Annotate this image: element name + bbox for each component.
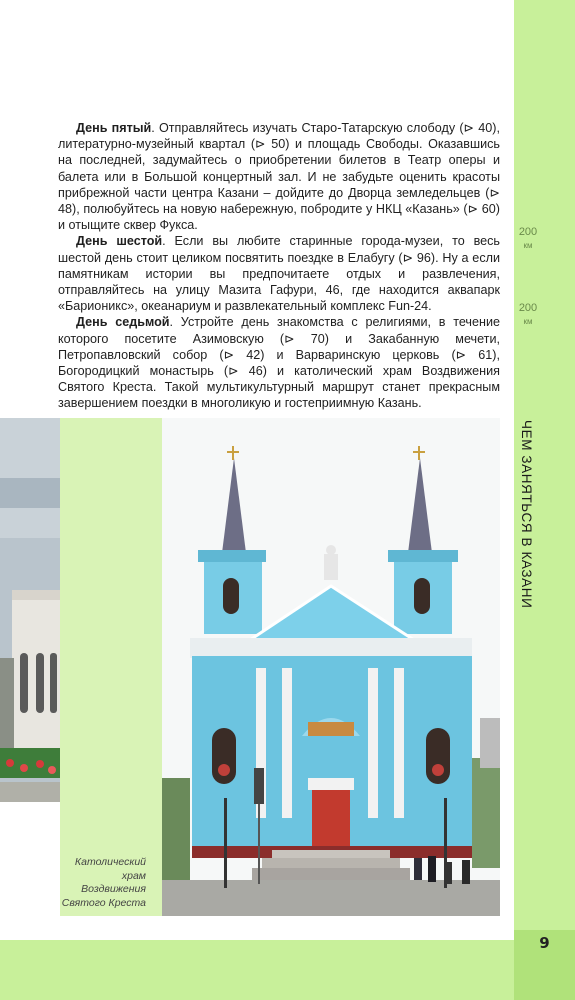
caption-line: Святого Креста — [61, 896, 146, 909]
distance-value: 200 — [518, 226, 538, 238]
day-heading: День седьмой — [76, 315, 170, 330]
distance-value: 200 — [518, 302, 538, 314]
caption-line: Католический — [74, 856, 146, 868]
paragraph-day-6 — [58, 233, 500, 314]
caption-line: Воздвижения — [81, 883, 146, 895]
caption-panel — [60, 418, 162, 916]
paragraph-day-7 — [58, 314, 500, 411]
building-photo — [0, 418, 60, 802]
photo-caption — [60, 856, 146, 910]
page-number: 9 — [539, 934, 550, 952]
day-heading: День пятый — [76, 121, 152, 135]
body-text — [58, 120, 500, 412]
paragraph-text: . Если вы любите старинные города-музеи, то весь шестой день стоит целиком посвятить поездке в Елабугу (⊳ 96). Ну а если памятникам истории вы предпочитаете отдых и развлечения, отправляйтесь на улицу Мазита Гафури, 46, где находится аквапарк «Барионикс», океанариум и развлекательный комплекс Fun-24. — [58, 234, 500, 314]
section-title-text: ЧЕМ ЗАНЯТЬСЯ В КАЗАНИ — [519, 420, 534, 609]
distance-marker-1 — [514, 226, 542, 252]
paragraph-day-5 — [58, 120, 500, 233]
distance-unit: км — [523, 241, 533, 250]
bottom-band — [0, 940, 514, 1000]
caption-line: храм — [121, 869, 146, 882]
church-photo — [162, 418, 500, 916]
distance-marker-2 — [514, 302, 542, 328]
paragraph-text: . Отправляйтесь изучать Старо-Татарскую слободу (⊳ 40), литературно-музейный квартал (⊳ 50) и площадь Свободы. Оказавшись на последней, задумайтесь о приобретении билетов в Театр оперы и балета или в Большой концертный зал. И не забудьте оценить красоты прибрежной части центра Казани – дойдите до Дворца земледельцев (⊳ 48), полюбуйтесь на новую набережную, побродите у НКЦ «Казань» (⊳ 60) и отыщите сквер Фукса. — [58, 121, 500, 233]
paragraph-text: . Устройте день знакомства с религиями, в течение которого посетите Азимовскую (⊳ 70) и Закабанную мечети, Петропавловский собор (⊳ 42) и Варваринскую церковь (⊳ 61), Богородицкий монастырь (⊳ 46) и католический храм Воздвижения Святого Креста. Такой мультикультурный маршрут станет прекрасным завершением поездки в многоликую и гостеприимную Казань. — [58, 315, 500, 411]
section-title — [514, 420, 552, 609]
day-heading: День шестой — [76, 234, 163, 249]
distance-unit: км — [523, 317, 533, 326]
